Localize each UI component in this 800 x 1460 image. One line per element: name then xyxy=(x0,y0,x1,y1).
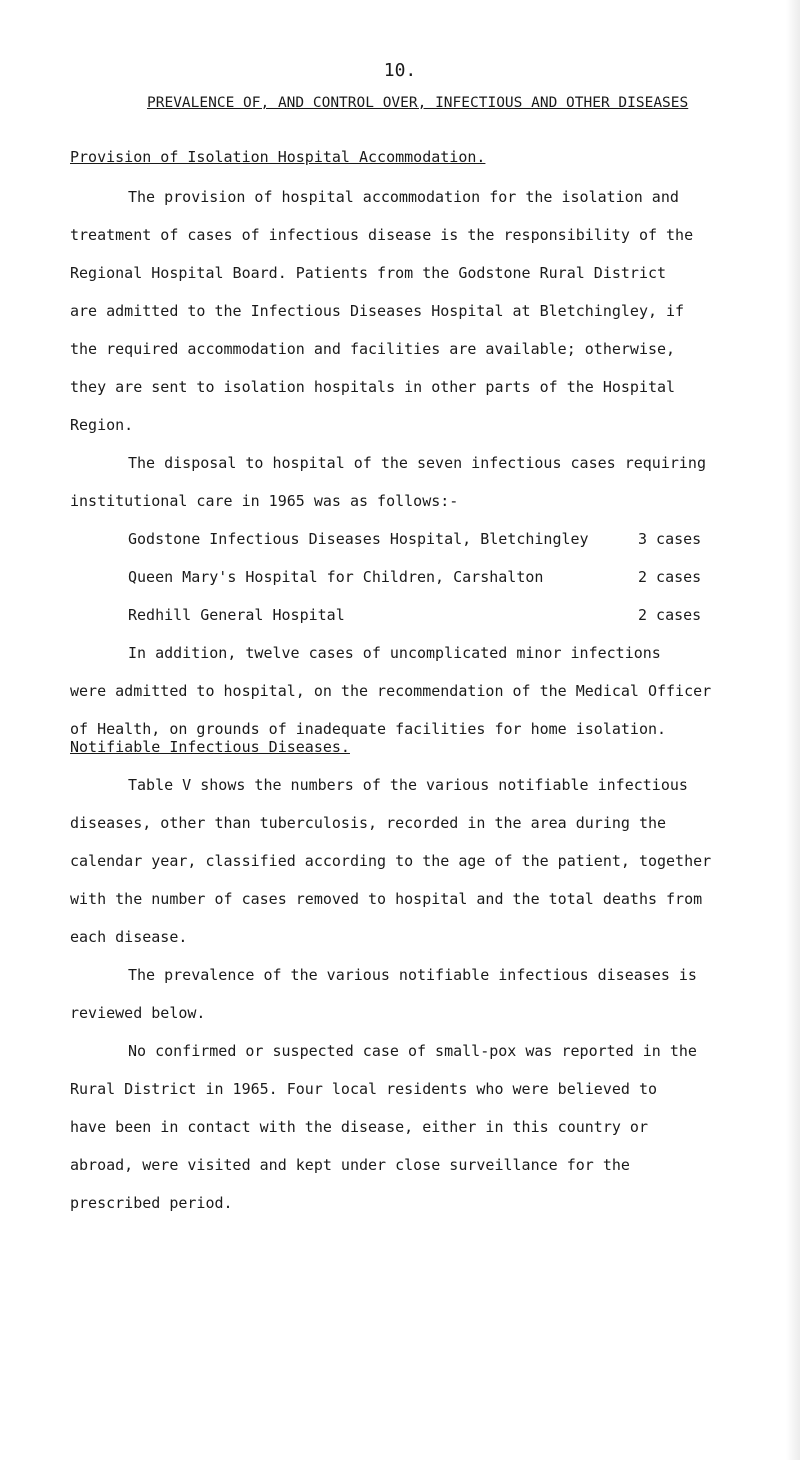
text-line: Regional Hospital Board. Patients from the Godstone Rural District xyxy=(70,264,667,282)
text-line: prescribed period. xyxy=(70,1194,233,1212)
text-line: with the number of cases removed to hospital and the total deaths from xyxy=(70,890,703,908)
page-number: 10. xyxy=(383,60,417,81)
text-line: treatment of cases of infectious disease is the responsibility of the xyxy=(70,226,694,244)
paragraph-disposal xyxy=(70,444,770,520)
text-line: reviewed below. xyxy=(70,1004,206,1022)
hospital-row xyxy=(128,520,758,558)
hospital-list xyxy=(128,520,758,634)
hospital-row xyxy=(128,596,758,634)
paragraph-small-pox xyxy=(70,1032,770,1222)
paragraph-isolation-provision xyxy=(70,178,770,444)
text-line: were admitted to hospital, on the recommendation of the Medical Officer xyxy=(70,682,712,700)
text-line: abroad, were visited and kept under close surveillance for the xyxy=(70,1156,630,1174)
hospital-cases: 3 cases xyxy=(638,530,702,548)
text-line: diseases, other than tuberculosis, recorded in the area during the xyxy=(70,814,667,832)
paragraph-table-v xyxy=(70,766,770,956)
text-line: calendar year, classified according to the age of the patient, together xyxy=(70,852,712,870)
section-title-isolation: Provision of Isolation Hospital Accommodation. xyxy=(70,148,486,166)
hospital-name: Godstone Infectious Diseases Hospital, Bletchingley xyxy=(128,530,589,548)
paragraph-prevalence xyxy=(70,956,770,1032)
hospital-name: Redhill General Hospital xyxy=(128,606,345,624)
text-line: The prevalence of the various notifiable infectious diseases is xyxy=(128,966,697,984)
page-edge-shadow xyxy=(786,0,800,1460)
text-line: Region. xyxy=(70,416,134,434)
text-line: No confirmed or suspected case of small-pox was reported in the xyxy=(128,1042,697,1060)
text-line: each disease. xyxy=(70,928,188,946)
text-line: The provision of hospital accommodation for the isolation and xyxy=(128,188,679,206)
text-line: they are sent to isolation hospitals in other parts of the Hospital xyxy=(70,378,676,396)
hospital-cases: 2 cases xyxy=(638,568,702,586)
hospital-cases: 2 cases xyxy=(638,606,702,624)
paragraph-minor-infections xyxy=(70,634,770,748)
text-line: The disposal to hospital of the seven infectious cases requiring xyxy=(128,454,706,472)
text-line: Rural District in 1965. Four local residents who were believed to xyxy=(70,1080,657,1098)
text-line: the required accommodation and facilities are available; otherwise, xyxy=(70,340,676,358)
section-title-notifiable: Notifiable Infectious Diseases. xyxy=(70,738,350,756)
text-line: are admitted to the Infectious Diseases Hospital at Bletchingley, if xyxy=(70,302,685,320)
text-line: In addition, twelve cases of uncomplicated minor infections xyxy=(128,644,661,662)
text-line: of Health, on grounds of inadequate facilities for home isolation. xyxy=(70,720,667,738)
text-line: have been in contact with the disease, either in this country or xyxy=(70,1118,648,1136)
text-line: Table V shows the numbers of the various notifiable infectious xyxy=(128,776,688,794)
hospital-name: Queen Mary's Hospital for Children, Carshalton xyxy=(128,568,544,586)
text-line: institutional care in 1965 was as follows:- xyxy=(70,492,459,510)
hospital-row xyxy=(128,558,758,596)
page-heading: PREVALENCE OF, AND CONTROL OVER, INFECTIOUS AND OTHER DISEASES xyxy=(147,95,689,111)
